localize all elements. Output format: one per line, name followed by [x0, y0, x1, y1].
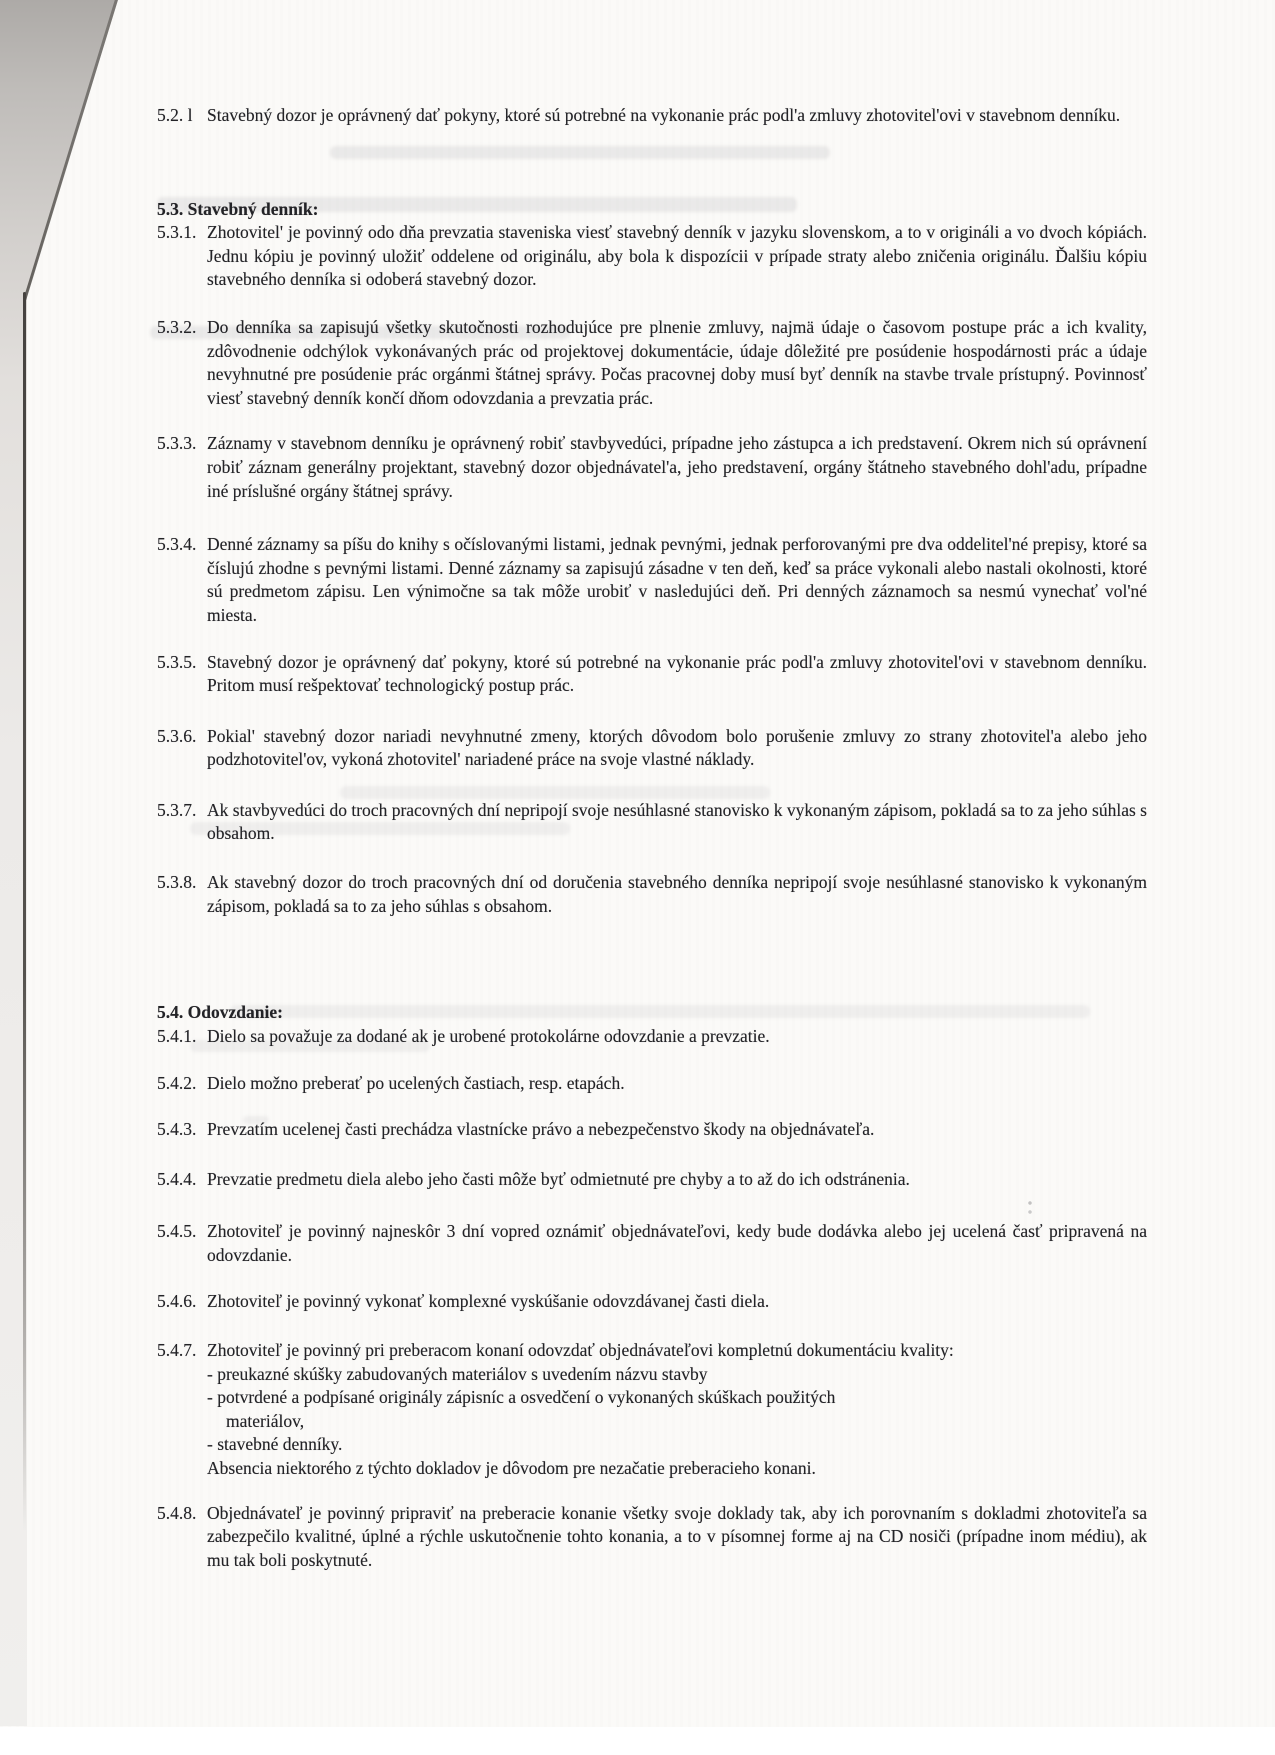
clause-text: Stavebný dozor je oprávnený dať pokyny, ktoré sú potrebné na vykonanie prác podl'a zmluvy zhotovitel'ovi v stavebnom denníku. Pritom musí rešpektovať technologický postup prác. — [207, 651, 1147, 696]
clause-number: 5.4.1. — [157, 1025, 197, 1046]
clause-text: Zhotoviteľ je povinný pri preberacom konaní odovzdať objednávateľovi kompletnú dokumentáciu kvality: — [207, 1340, 954, 1360]
contract-clause — [157, 221, 1147, 292]
contract-clause — [157, 432, 1147, 503]
section-heading: 5.4. Odovzdanie: — [157, 1002, 283, 1023]
contract-clause — [157, 533, 1147, 627]
contract-text-block — [157, 104, 1147, 1572]
clause-number: 5.4.8. — [157, 1502, 197, 1523]
clause-number: 5.3.6. — [157, 725, 197, 746]
clause-text: Zhotoviteľ je povinný najneskôr 3 dní vopred oznámiť objednávateľovi, kedy bude dodávka alebo jej ucelená časť pripravená na odovzdanie. — [207, 1221, 1147, 1265]
contract-clause — [157, 799, 1147, 846]
clause-text: Do denníka sa zapisujú všetky skutočnosti rozhodujúce pre plnenie zmluvy, najmä údaje o časovom postupe prác a ich kvality, zdôvodnenie odchýlok vykonávaných prác od projektovej dokumentácie, údaje dôležité pre posúdenie hospodárnosti prác a údaje nevyhnutné pre posúdenie prác orgánmi štátnej správy. Počas pracovnej doby musí byť denník na stavbe trvale prístupný. Povinnosť viesť stavebný denník končí dňom odovzdania a prevzatia prác. — [207, 316, 1147, 408]
contract-clause — [157, 1168, 1147, 1192]
list-item: - preukazné skúšky zabudovaných materiálov s uvedením názvu stavby — [207, 1363, 708, 1384]
clause-number: 5.4.3. — [157, 1119, 197, 1140]
contract-clause — [157, 1072, 1147, 1096]
clause-text: Ak stavebný dozor do troch pracovných dní od doručenia stavebného denníka nepripojí svoje nesúhlasné stanovisko k vykonaným zápisom, pokladá sa to za jeho súhlas s obsahom. — [207, 872, 1147, 916]
clause-text: Pokial' stavebný dozor nariadi nevyhnutné zmeny, ktorých dôvodom bolo porušenie zmluvy zo strany zhotovitel'a alebo jeho podzhotovitel'ov, vykoná zhotovitel' nariadené práce na svoje vlastné náklady. — [207, 725, 1147, 770]
contract-clause — [157, 651, 1147, 698]
clause-number: 5.3.8. — [157, 872, 197, 893]
list-item-continuation: materiálov, — [226, 1410, 305, 1431]
contract-clause — [157, 104, 1147, 128]
contract-clause — [157, 1502, 1147, 1573]
clause-text: Ak stavbyvedúci do troch pracovných dní nepripojí svoje nesúhlasné stanovisko k vykonaným zápisom, pokladá sa to za jeho súhlas s obsahom. — [207, 799, 1147, 844]
clause-text: Zhotoviteľ je povinný vykonať komplexné vyskúšanie odovzdávanej časti diela. — [207, 1291, 770, 1312]
clause-number: 5.3.3. — [157, 433, 197, 454]
clause-text: Dielo možno preberať po ucelených častiach, resp. etapách. — [207, 1073, 625, 1094]
contract-clause — [157, 1290, 1147, 1314]
clause-number: 5.4.4. — [157, 1168, 197, 1189]
list-item: - potvrdené a podpísané originály zápisníc a osvedčení o vykonaných skúškach použitých — [207, 1387, 836, 1408]
clause-text: Zhotovitel' je povinný odo dňa prevzatia staveniska viesť stavebný denník v jazyku slovenskom, a to v origináli a vo dvoch kópiách. Jednu kópiu je povinný uložiť oddelene od originálu, aby bola k dispozícii v prípade straty alebo zničenia originálu. Ďalšiu kópiu stavebného denníka si odoberá stavebný dozor. — [207, 222, 1147, 290]
clause-number: 5.3.7. — [157, 799, 197, 820]
clause-number: 5.4.5. — [157, 1221, 197, 1242]
clause-number: 5.3.1. — [157, 222, 197, 243]
clause-number: 5.3.5. — [157, 651, 197, 672]
list-item: - stavebné denníky. — [207, 1434, 343, 1455]
clause-text: Prevzatie predmetu diela alebo jeho časti môže byť odmietnuté pre chyby a to až do ich odstránenia. — [207, 1168, 910, 1189]
clause-text: Stavebný dozor je oprávnený dať pokyny, ktoré sú potrebné na vykonanie prác podl'a zmluvy zhotovitel'ovi v stavebnom denníku. — [207, 105, 1121, 125]
clause-number: 5.2. l — [157, 105, 193, 125]
contract-clause — [157, 1118, 1147, 1142]
clause-text-with-list — [207, 1339, 1147, 1481]
clause-number: 5.4.2. — [157, 1073, 197, 1094]
clause-number: 5.3.4. — [157, 534, 197, 555]
clause-text: Denné záznamy sa píšu do knihy s očíslovanými listami, jednak pevnými, jednak perforovanými pre dva oddelitel'né prepisy, ktoré sa číslujú zhodne s pevnými listami. Denné záznamy sa zapisujú zásadne v ten deň, keď sa práce vykonali alebo nastali okolnosti, ktoré sú predmetom zápisu. Len výnimočne sa tak môže urobiť v nasledujúci deň. Pri denných záznamoch sa nesmú vynechať vol'né miesta. — [207, 534, 1147, 625]
contract-clause — [157, 1220, 1147, 1267]
contract-clause — [157, 1339, 1147, 1481]
contract-clause — [157, 871, 1147, 918]
contract-clause — [157, 316, 1147, 410]
list-note: Absencia niektorého z týchto dokladov je dôvodom pre nezačatie preberacieho konani. — [207, 1457, 816, 1478]
page-edge-line-vertical — [23, 292, 26, 1532]
section-heading: 5.3. Stavebný denník: — [157, 198, 319, 219]
clause-text: Dielo sa považuje za dodané ak je urobené protokolárne odovzdanie a prevzatie. — [207, 1025, 770, 1046]
scan-shadow-wedge — [0, 0, 125, 1726]
contract-clause — [157, 725, 1147, 772]
clause-text: Záznamy v stavebnom denníku je oprávnený robiť stavbyvedúci, prípadne jeho zástupca a ich predstavení. Okrem nich sú oprávnení robiť záznam generálny projektant, stavebný dozor objednávatel'a, jeho predstavení, orgány štátneho stavebného dohl'adu, prípadne iné príslušné orgány štátnej správy. — [207, 433, 1147, 501]
clause-text: Objednávateľ je povinný pripraviť na preberacie konanie všetky svoje doklady tak, aby ich porovnaním s dokladmi zhotoviteľa sa zabezpečilo kvalitné, úplné a rýchle uskutočnenie tohto konania, a to v písomnej forme aj na CD nosiči (prípadne inom médiu), ak mu tak boli poskytnuté. — [207, 1502, 1147, 1570]
clause-number: 5.4.6. — [157, 1291, 197, 1312]
scan-bottom-margin — [0, 1727, 1275, 1755]
clause-number: 5.4.7. — [157, 1340, 197, 1360]
clause-number: 5.3.2. — [157, 316, 197, 337]
clause-text: Prevzatím ucelenej časti prechádza vlastnícke právo a nebezpečenstvo škody na objednávateľa. — [207, 1119, 875, 1140]
contract-clause — [157, 1025, 1147, 1049]
